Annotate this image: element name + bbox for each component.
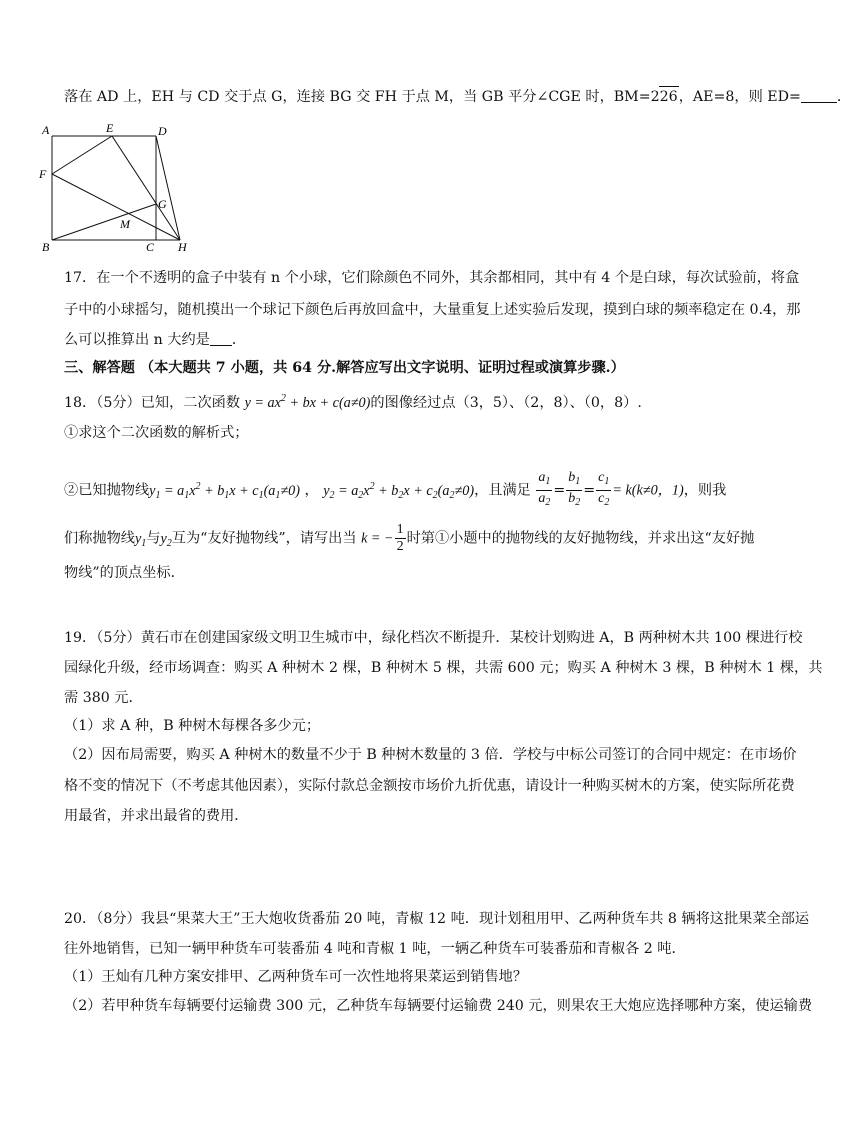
q20-part1: （1）王灿有几种方案安排甲、乙两种货车可一次性地将果菜运到销售地？ — [64, 969, 528, 985]
y1-symbol: $y_1$ — [134, 530, 147, 549]
q18-part2-a: ②已知抛物线 — [64, 482, 150, 499]
q20-line-1: 20．（8分）我县“果菜大王”王大炮收货番茄 20 吨，青椒 12 吨．现计划租用甲、乙两种货车共 8 辆将这批果菜全部运 — [64, 911, 810, 927]
label-C: C — [146, 240, 155, 254]
label-G: G — [158, 197, 167, 211]
segment-DG — [156, 136, 180, 240]
q20-part2: （2）若甲种货车每辆要付运输费 300 元，乙种货车每辆要付运输费 240 元，则果农王大炮应选择哪种方案，使运输费 — [64, 998, 813, 1014]
q19-part2-line-1: （2）因布局需要，购买 A 种树木的数量不少于 B 种树木数量的 3 倍．学校与中标公司签订的合同中规定：在市场价 — [64, 747, 797, 763]
q18-intro-b: 的图像经过点（3，5）、（2，8）、（0，8）. — [370, 395, 642, 411]
label-H: H — [178, 240, 187, 254]
q18-part1: ①求这个二次函数的解析式； — [64, 425, 249, 441]
q18-line4: 物线”的顶点坐标． — [64, 565, 185, 581]
q18-intro — [64, 389, 642, 413]
q17-line-3-text: 么可以推算出 n 大约是 — [64, 332, 210, 348]
q17-line-3 — [64, 330, 246, 350]
label-D: D — [158, 124, 167, 138]
segment-FE — [52, 136, 112, 174]
q18-intro-a: 18．（5分）已知，二次函数 — [64, 395, 241, 411]
frac-a1-a2: $\frac{a_1}{a_2}$ — [538, 470, 551, 508]
answer-blank-17 — [210, 331, 232, 346]
q19-line-1: 19．（5分）黄石市在创建国家级文明卫生城市中，绿化档次不断提升．某校计划购进 A，B 两种树木共 100 棵进行校 — [64, 630, 803, 646]
q16-text-2: ，AE=8，则 ED= — [678, 89, 801, 105]
q18-line3 — [64, 522, 754, 555]
q18-part2-c: ，则我 — [683, 482, 727, 499]
label-A: A — [42, 123, 50, 137]
label-E: E — [106, 121, 114, 135]
k-value: k = − — [361, 530, 394, 547]
q19-part2-line-2: 格不变的情况下（不考虑其他因素），实际付款总金额按市场价九折优惠，请设计一种购买树木的方案，使实际所花费 — [64, 778, 795, 794]
q16-text-1: 落在 AD 上，EH 与 CD 交于点 G，连接 BG 交 FH 于点 M，当 GB 平分∠CGE 时，BM=2 — [64, 89, 660, 105]
q17-line-1: 17．在一个不透明的盒子中装有 n 个小球，它们除颜色不同外，其余都相同，其中有 4 个是白球，每次试验前，将盒 — [64, 270, 800, 286]
label-F: F — [39, 167, 47, 181]
q18-line3-c: 互为“友好抛物线”，请写出当 — [171, 530, 357, 547]
q19-part1: （1）求 A 种，B 种树木每棵各多少元； — [64, 718, 321, 734]
q18-line3-a: 们称抛物线 — [64, 530, 135, 547]
q19-line-3: 需 380 元． — [64, 690, 143, 706]
geometry-figure — [36, 118, 196, 258]
parabola-y1: $y_1 = a_1x^2 + b_1x + c_1(a_1\ne 0)$ — [149, 480, 300, 501]
frac-one-half: $\frac{1}{2}$ — [396, 522, 404, 554]
q18-part2: ②已知抛物线$y_1 = a_1x^2 + b_1x + c_1(a_1\ne 0)$ ， $y_2 = a_2x^2 + b_2x + c_2(a_2\ne 0)$，且满足 $\frac{a_1}{a_2}$ = $\frac{b_1}{b_2}$ = $\frac{c_1}{c_2}$ = k(k≠0，1)，则我 — [64, 470, 726, 511]
segment-BG — [52, 204, 156, 240]
q17-end: ． — [231, 332, 247, 348]
q19-line-2: 园绿化升级，经市场调查：购买 A 种树木 2 棵，B 种树木 5 棵，共需 600 元；购买 A 种树木 3 棵，B 种树木 1 棵，共 — [64, 660, 823, 676]
y2-symbol: $y_2$ — [160, 530, 172, 549]
q18-formula: $y = ax^2$ + bx + c(a≠0) — [244, 393, 371, 411]
frac-b1-b2: $\frac{b_1}{b_2}$ — [568, 470, 581, 508]
parabola-y2: $y_2 = a_2x^2 + b_2x + c_2(a_2\ne 0)$ — [323, 480, 475, 501]
q16-end: ． — [836, 89, 851, 105]
q20-line-2: 往外地销售，已知一辆甲种货车可装番茄 4 吨和青椒 1 吨，一辆乙种货车可装番茄和青椒各 2 吨． — [64, 941, 686, 957]
q17-line-2: 子中的小球摇匀，随机摸出一个球记下颜色后再放回盒中，大量重复上述实验后发现，摸到白球的频率稳定在 0.4，那 — [64, 302, 801, 318]
q18-line3-b: 与 — [146, 530, 161, 547]
sqrt-26: 26 — [659, 86, 679, 107]
label-M: M — [120, 217, 130, 231]
answer-blank — [801, 88, 837, 103]
q18-part2-b: ，且满足 — [474, 482, 531, 499]
label-B: B — [42, 240, 50, 254]
q16-tail-line — [64, 86, 851, 107]
k-condition: = k(k≠0，1) — [612, 482, 684, 499]
q19-part2-line-3: 用最省，并求出最省的费用． — [64, 808, 249, 824]
section-3-title: 三、解答题 （本大题共 7 小题，共 64 分.解答应写出文字说明、证明过程或演算步骤.） — [64, 360, 625, 376]
frac-c1-c2: $\frac{c_1}{c_2}$ — [598, 470, 610, 508]
q18-line3-d: 时第①小题中的抛物线的友好抛物线，并求出这“友好抛 — [406, 530, 755, 547]
